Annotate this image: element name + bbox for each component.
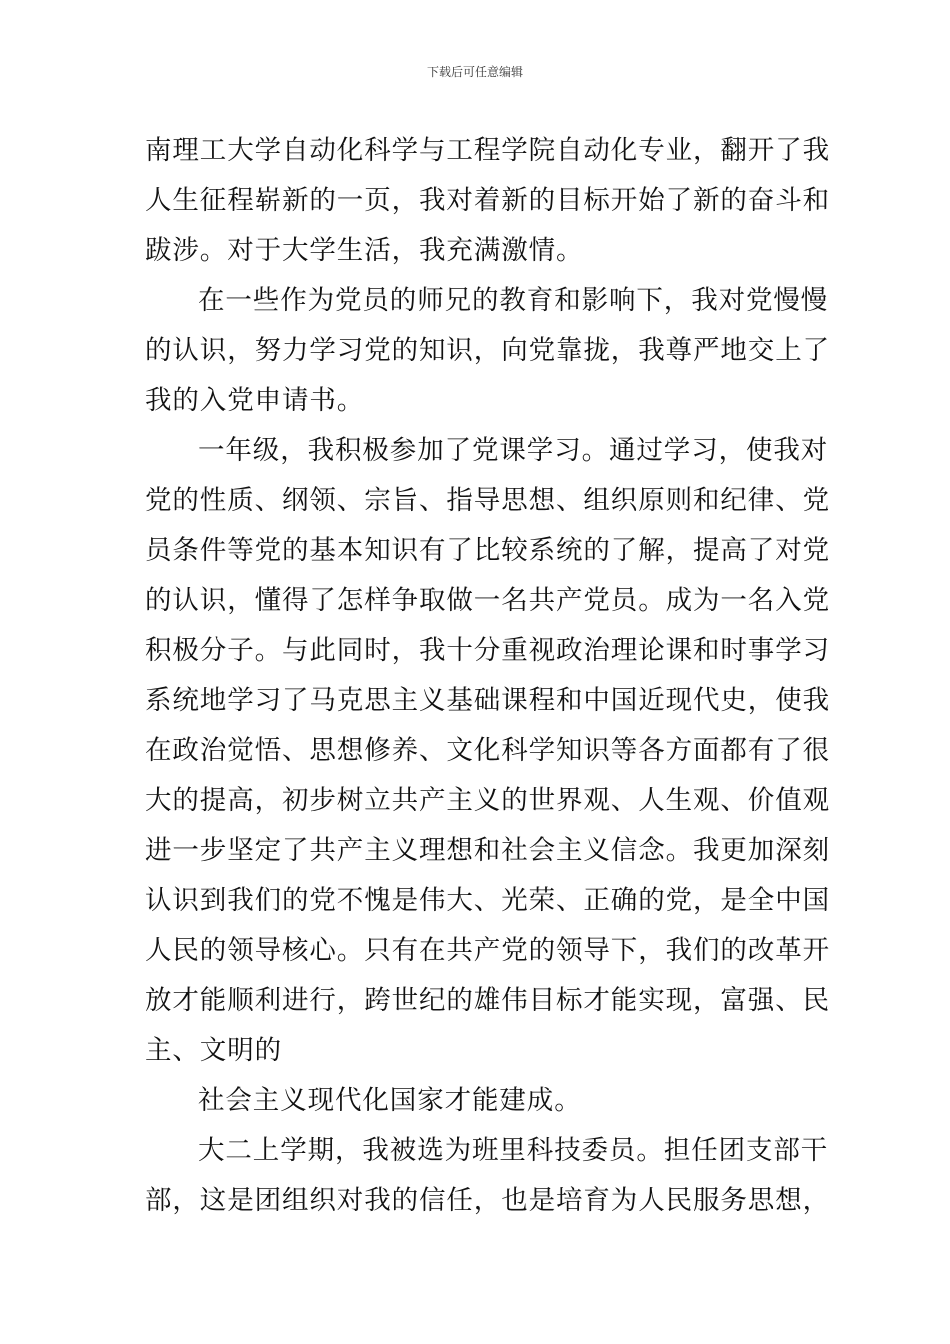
- document-body: [145, 126, 830, 1226]
- text-line: 在政治觉悟、思想修养、文化科学知识等各方面都有了很: [145, 735, 830, 766]
- text-line: 大的提高，初步树立共产主义的世界观、人生观、价值观: [145, 785, 830, 816]
- text-line: 我的入党申请书。: [145, 385, 365, 416]
- text-line: 放才能顺利进行，跨世纪的雄伟目标才能实现，富强、民: [145, 985, 830, 1016]
- text-line: 员条件等党的基本知识有了比较系统的了解，提高了对党: [145, 535, 830, 566]
- text-line: 跋涉。对于大学生活，我充满激情。: [145, 235, 584, 266]
- text-line: 系统地学习了马克思主义基础课程和中国近现代史，使我: [145, 685, 830, 716]
- paragraph-first-line: 在一些作为党员的师兄的教育和影响下，我对党慢慢: [198, 285, 829, 316]
- paragraph-first-line: 大二上学期，我被选为班里科技委员。担任团支部干: [198, 1135, 829, 1166]
- paragraph-first-line: 一年级，我积极参加了党课学习。通过学习，使我对: [198, 435, 829, 466]
- paragraph-first-line: 社会主义现代化国家才能建成。: [198, 1085, 582, 1116]
- text-line: 认识到我们的党不愧是伟大、光荣、正确的党，是全中国: [145, 885, 830, 916]
- text-line: 的认识，懂得了怎样争取做一名共产党员。成为一名入党: [145, 585, 830, 616]
- text-line: 部，这是团组织对我的信任，也是培育为人民服务思想，: [145, 1185, 830, 1216]
- text-line: 主、文明的: [145, 1035, 282, 1066]
- text-line: 南理工大学自动化科学与工程学院自动化专业，翻开了我: [145, 135, 830, 166]
- text-line: 积极分子。与此同时，我十分重视政治理论课和时事学习: [145, 635, 830, 666]
- text-line: 的认识，努力学习党的知识，向党靠拢，我尊严地交上了: [145, 335, 830, 366]
- page-header-note: 下载后可任意编辑: [426, 65, 523, 79]
- text-line: 人生征程崭新的一页，我对着新的目标开始了新的奋斗和: [145, 185, 830, 216]
- text-line: 人民的领导核心。只有在共产党的领导下，我们的改革开: [145, 935, 830, 966]
- text-line: 进一步坚定了共产主义理想和社会主义信念。我更加深刻: [145, 835, 830, 866]
- text-line: 党的性质、纲领、宗旨、指导思想、组织原则和纪律、党: [145, 485, 830, 516]
